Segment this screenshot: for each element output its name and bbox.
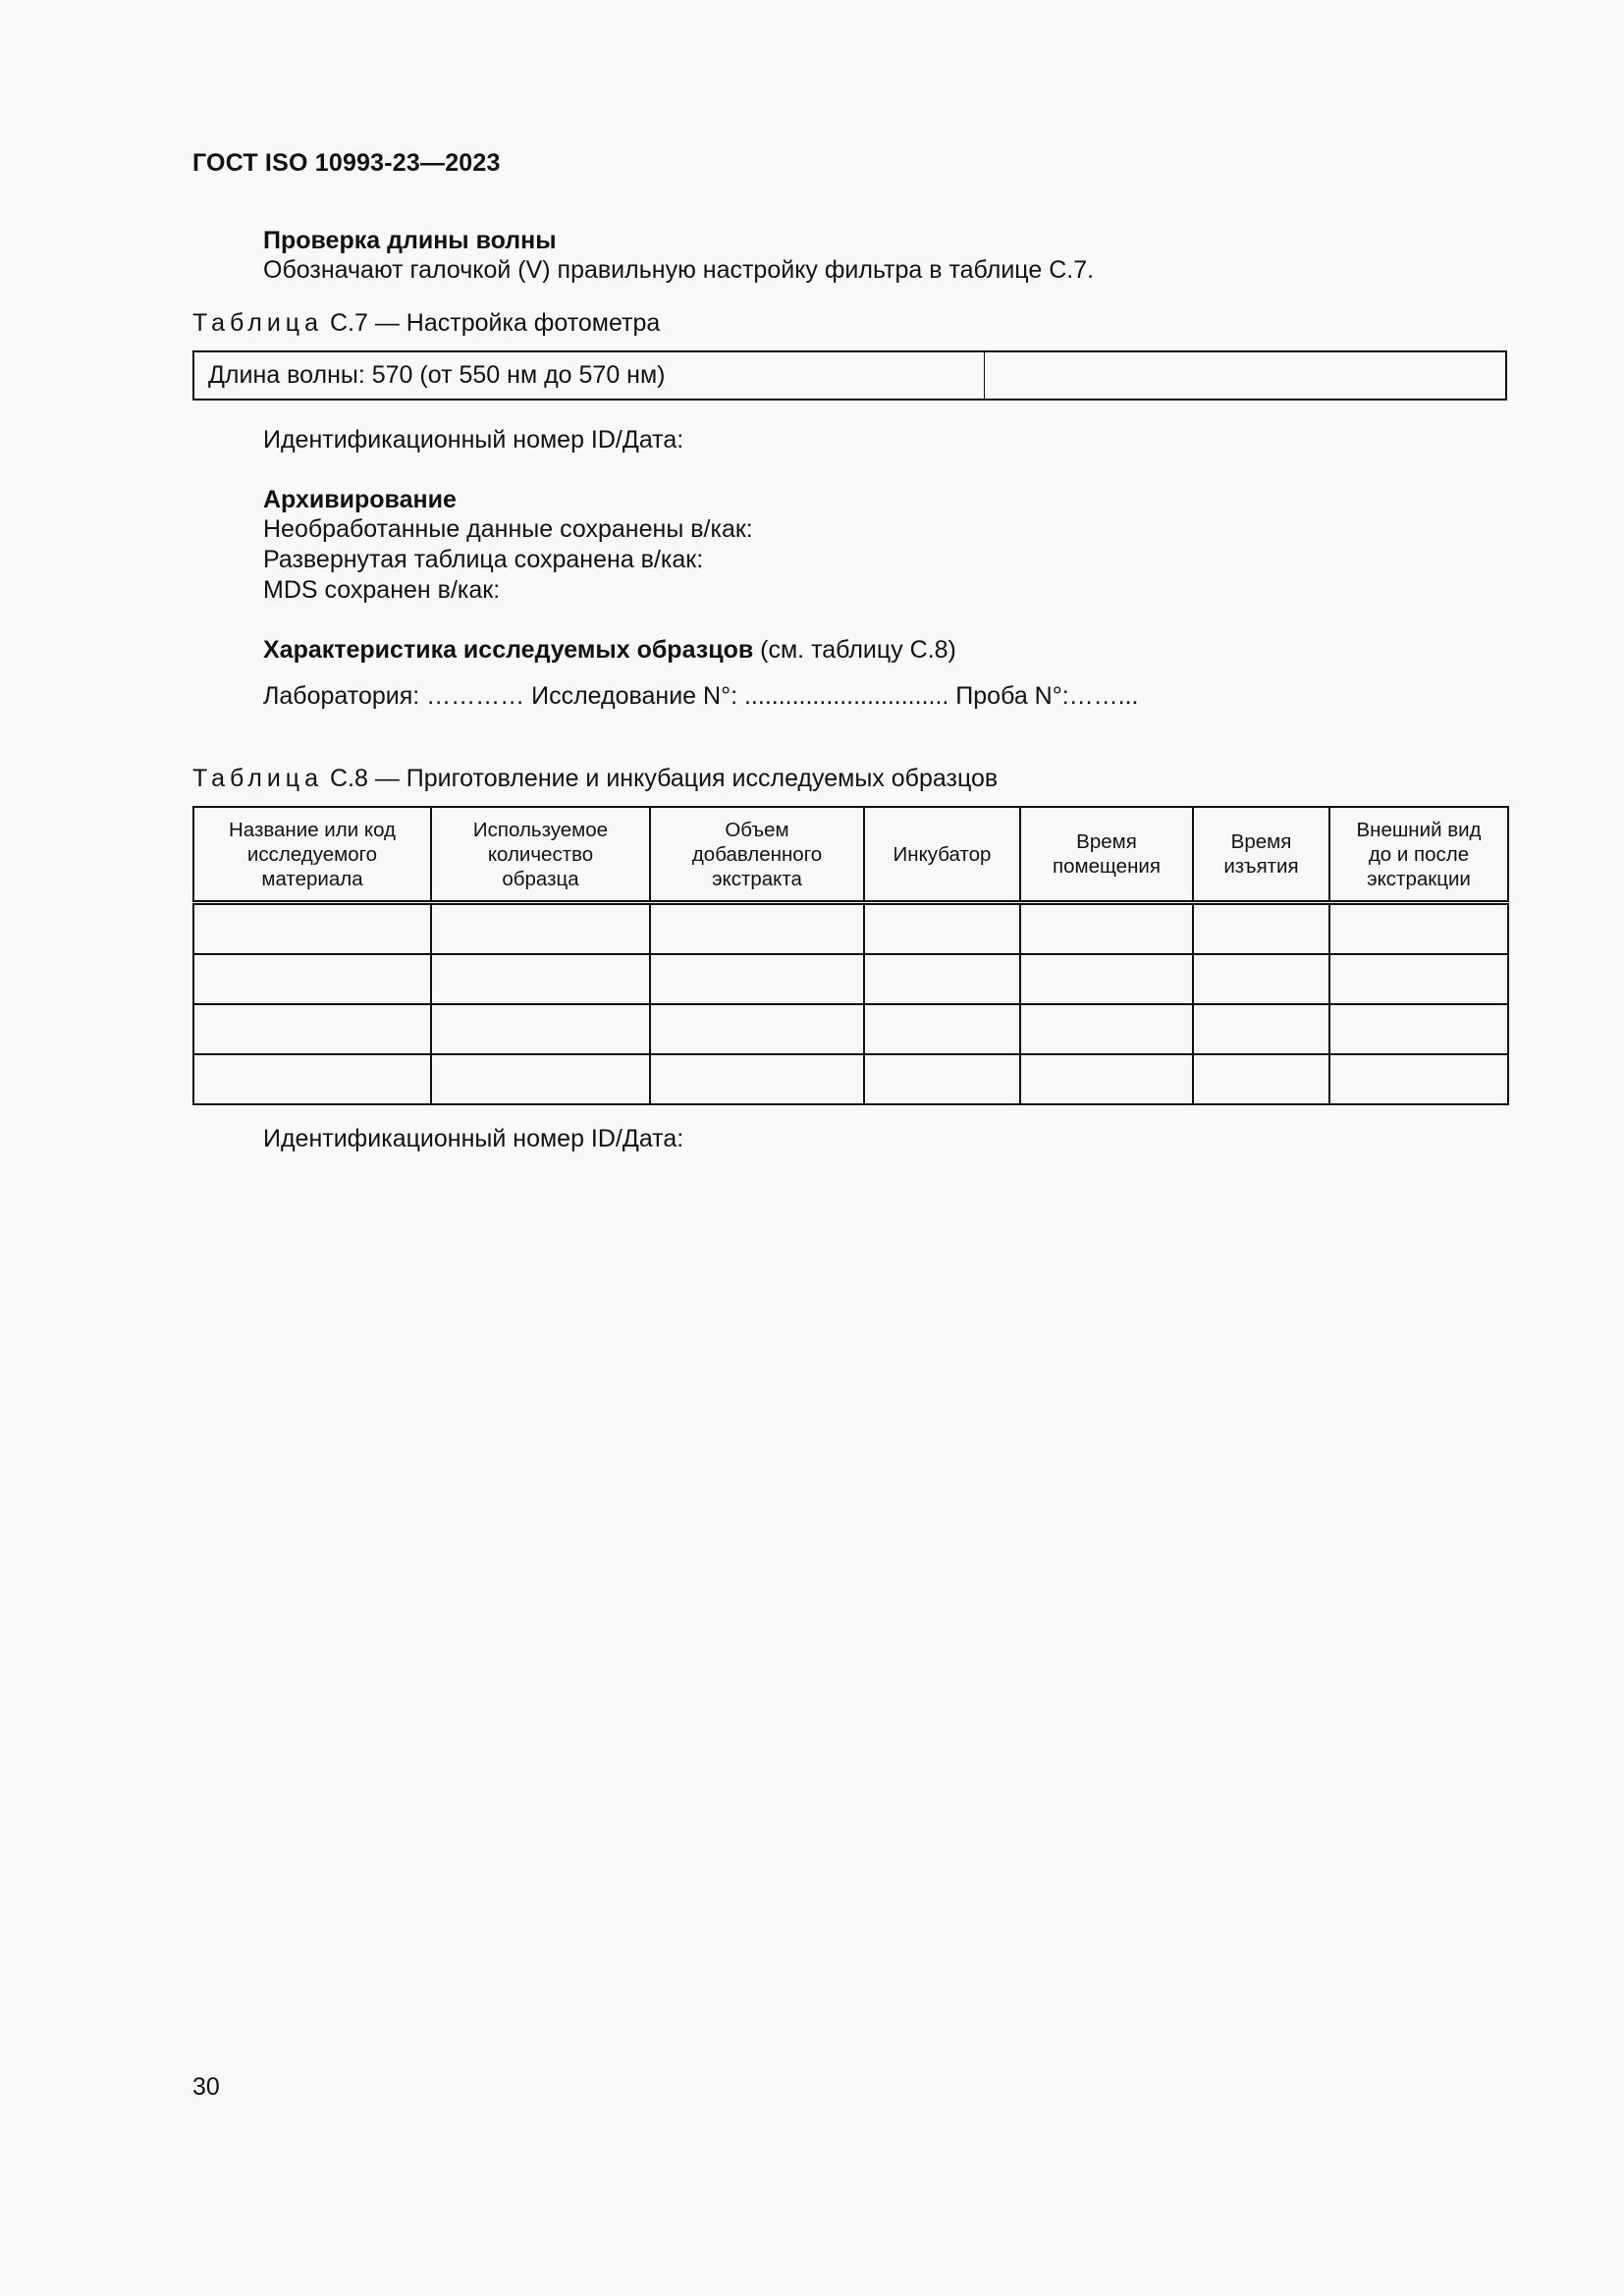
table-cell[interactable] xyxy=(1020,954,1193,1004)
table-cell[interactable] xyxy=(650,903,864,955)
header-line: Внешний вид xyxy=(1356,818,1482,841)
table-row xyxy=(193,903,1508,955)
table-cell[interactable] xyxy=(1329,1054,1508,1104)
table-cell[interactable] xyxy=(864,1054,1020,1104)
header-removal-time xyxy=(1193,807,1329,903)
archiving-title: Архивирование xyxy=(263,486,457,513)
table-cell[interactable] xyxy=(1193,1054,1329,1104)
table-cell[interactable] xyxy=(864,903,1020,955)
table-c8-caption-label: Таблица xyxy=(192,765,324,792)
header-material-name xyxy=(193,807,431,903)
header-line: Название или код xyxy=(229,818,396,841)
table-cell[interactable] xyxy=(193,1054,431,1104)
table-cell[interactable] xyxy=(1193,954,1329,1004)
table-cell[interactable] xyxy=(193,903,431,955)
header-line: Время xyxy=(1230,830,1292,853)
header-extract-volume xyxy=(650,807,864,903)
table-cell[interactable] xyxy=(431,1054,650,1104)
table-cell[interactable] xyxy=(431,903,650,955)
header-placement-time xyxy=(1020,807,1193,903)
table-c7 xyxy=(192,350,1507,400)
header-line: изъятия xyxy=(1223,855,1299,878)
table-row xyxy=(193,1004,1508,1054)
table-c7-caption xyxy=(192,308,660,339)
samples-title xyxy=(263,635,956,666)
header-line: добавленного xyxy=(691,842,823,866)
wavelength-label-cell: Длина волны: 570 (от 550 нм до 570 нм) xyxy=(193,351,985,400)
header-line: Объем xyxy=(725,818,789,841)
archiving-spreadsheet: Развернутая таблица сохранена в/как: xyxy=(263,546,704,573)
table-cell[interactable] xyxy=(650,954,864,1004)
header-line: до и после xyxy=(1368,842,1470,866)
table-cell[interactable] xyxy=(1193,1004,1329,1054)
table-cell[interactable] xyxy=(193,1004,431,1054)
wavelength-instruction: Обозначают галочкой (V) правильную настройку фильтра в таблице С.7. xyxy=(263,256,1095,284)
table-cell[interactable] xyxy=(1020,1054,1193,1104)
table-c7-caption-label: Таблица xyxy=(192,309,324,337)
section-title-wavelength: Проверка длины волны xyxy=(263,227,557,254)
header-line: Используемое xyxy=(472,818,609,841)
header-appearance xyxy=(1329,807,1508,903)
id-date-label: Идентификационный номер ID/Дата: xyxy=(263,1125,684,1152)
header-line: экстракции xyxy=(1367,867,1471,890)
header-incubator xyxy=(864,807,1020,903)
table-row xyxy=(193,351,1506,400)
table-cell[interactable] xyxy=(431,1004,650,1054)
document-header: ГОСТ ISO 10993-23—2023 xyxy=(192,149,501,177)
table-cell[interactable] xyxy=(650,1054,864,1104)
header-line: образца xyxy=(502,867,579,890)
table-c8-caption xyxy=(192,764,998,794)
table-c7-caption-text: С.7 — Настройка фотометра xyxy=(329,309,661,337)
header-line: исследуемого xyxy=(246,842,378,866)
table-cell[interactable] xyxy=(1020,1004,1193,1054)
wavelength-check-cell[interactable] xyxy=(985,351,1507,400)
header-line: материала xyxy=(261,867,363,890)
header-line: экстракта xyxy=(712,867,802,890)
samples-fields-line: Лаборатория: ………… Исследование N°: .............................. Проба N°:……... xyxy=(263,682,1139,710)
archiving-raw-data: Необработанные данные сохранены в/как: xyxy=(263,515,753,543)
table-row xyxy=(193,1054,1508,1104)
table-cell[interactable] xyxy=(1329,903,1508,955)
table-cell[interactable] xyxy=(864,954,1020,1004)
id-date-label: Идентификационный номер ID/Дата: xyxy=(263,426,684,454)
table-c8 xyxy=(192,806,1509,1105)
table-cell[interactable] xyxy=(1020,903,1193,955)
table-cell[interactable] xyxy=(1193,903,1329,955)
archiving-mds: MDS сохранен в/как: xyxy=(263,576,501,604)
samples-title-bold: Характеристика исследуемых образцов xyxy=(263,636,754,664)
header-line: Инкубатор xyxy=(893,842,992,866)
table-cell[interactable] xyxy=(1329,1004,1508,1054)
header-line: количество xyxy=(487,842,594,866)
header-sample-amount xyxy=(431,807,650,903)
table-cell[interactable] xyxy=(1329,954,1508,1004)
table-c8-caption-text: С.8 — Приготовление и инкубация исследуемых образцов xyxy=(329,765,999,792)
header-line: помещения xyxy=(1053,855,1161,878)
table-row xyxy=(193,954,1508,1004)
table-cell[interactable] xyxy=(193,954,431,1004)
table-header-row xyxy=(193,807,1508,903)
page-number: 30 xyxy=(192,2073,220,2101)
table-cell[interactable] xyxy=(864,1004,1020,1054)
header-line: Время xyxy=(1076,830,1137,853)
samples-title-ref: (см. таблицу С.8) xyxy=(753,636,956,664)
table-cell[interactable] xyxy=(431,954,650,1004)
table-cell[interactable] xyxy=(650,1004,864,1054)
